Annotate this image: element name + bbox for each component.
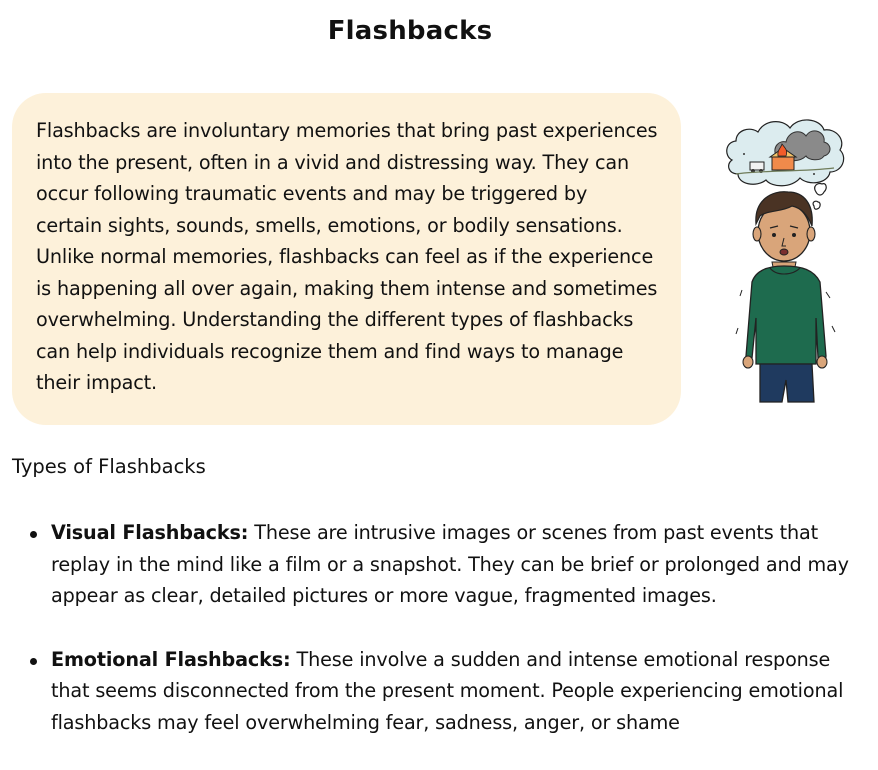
item-description: These involve a sudden and intense emotional response that seems disconnected from the present moment. People experiencing emotional flashbacks may feel overwhelming fear, sadness, anger, or shame [51, 647, 844, 734]
thought-cloud-icon [727, 120, 844, 186]
thought-bubbles-icon [813, 183, 826, 209]
page-title: Flashbacks [327, 16, 493, 46]
item-description: These are intrusive images or scenes from past events that replay in the mind like a film or a snapshot. They can be brief or prolonged and may appear as clear, detailed pictures or more vague, fragmented images. [51, 521, 849, 607]
intro-box [12, 93, 681, 425]
item-term: Visual Flashbacks: [51, 521, 249, 544]
boy-body-icon [736, 262, 835, 402]
item-term: Emotional Flashbacks: [51, 647, 291, 671]
flashback-types-list [12, 517, 852, 770]
list-item-visual [12, 517, 852, 612]
bullet-icon [30, 658, 37, 665]
section-heading: Types of Flashbacks [12, 455, 206, 478]
intro-text: Flashbacks are involuntary memories that bring past experiences into the present, often in a vivid and distressing way. They can occur following traumatic events and may be triggered by certain sights, sounds, smells, emotions, or bodily sensations. Unlike normal memories, flashbacks can feel as if the experience is happening all over again, making them intense and sometimes overwhelming. Understanding the different types of flashbacks can help individuals recognize them and find ways to manage their impact. [36, 119, 658, 394]
bullet-icon [30, 531, 37, 538]
boy-head-icon [753, 192, 815, 261]
worried-boy-illustration [722, 112, 848, 406]
list-item-emotional [12, 644, 852, 739]
